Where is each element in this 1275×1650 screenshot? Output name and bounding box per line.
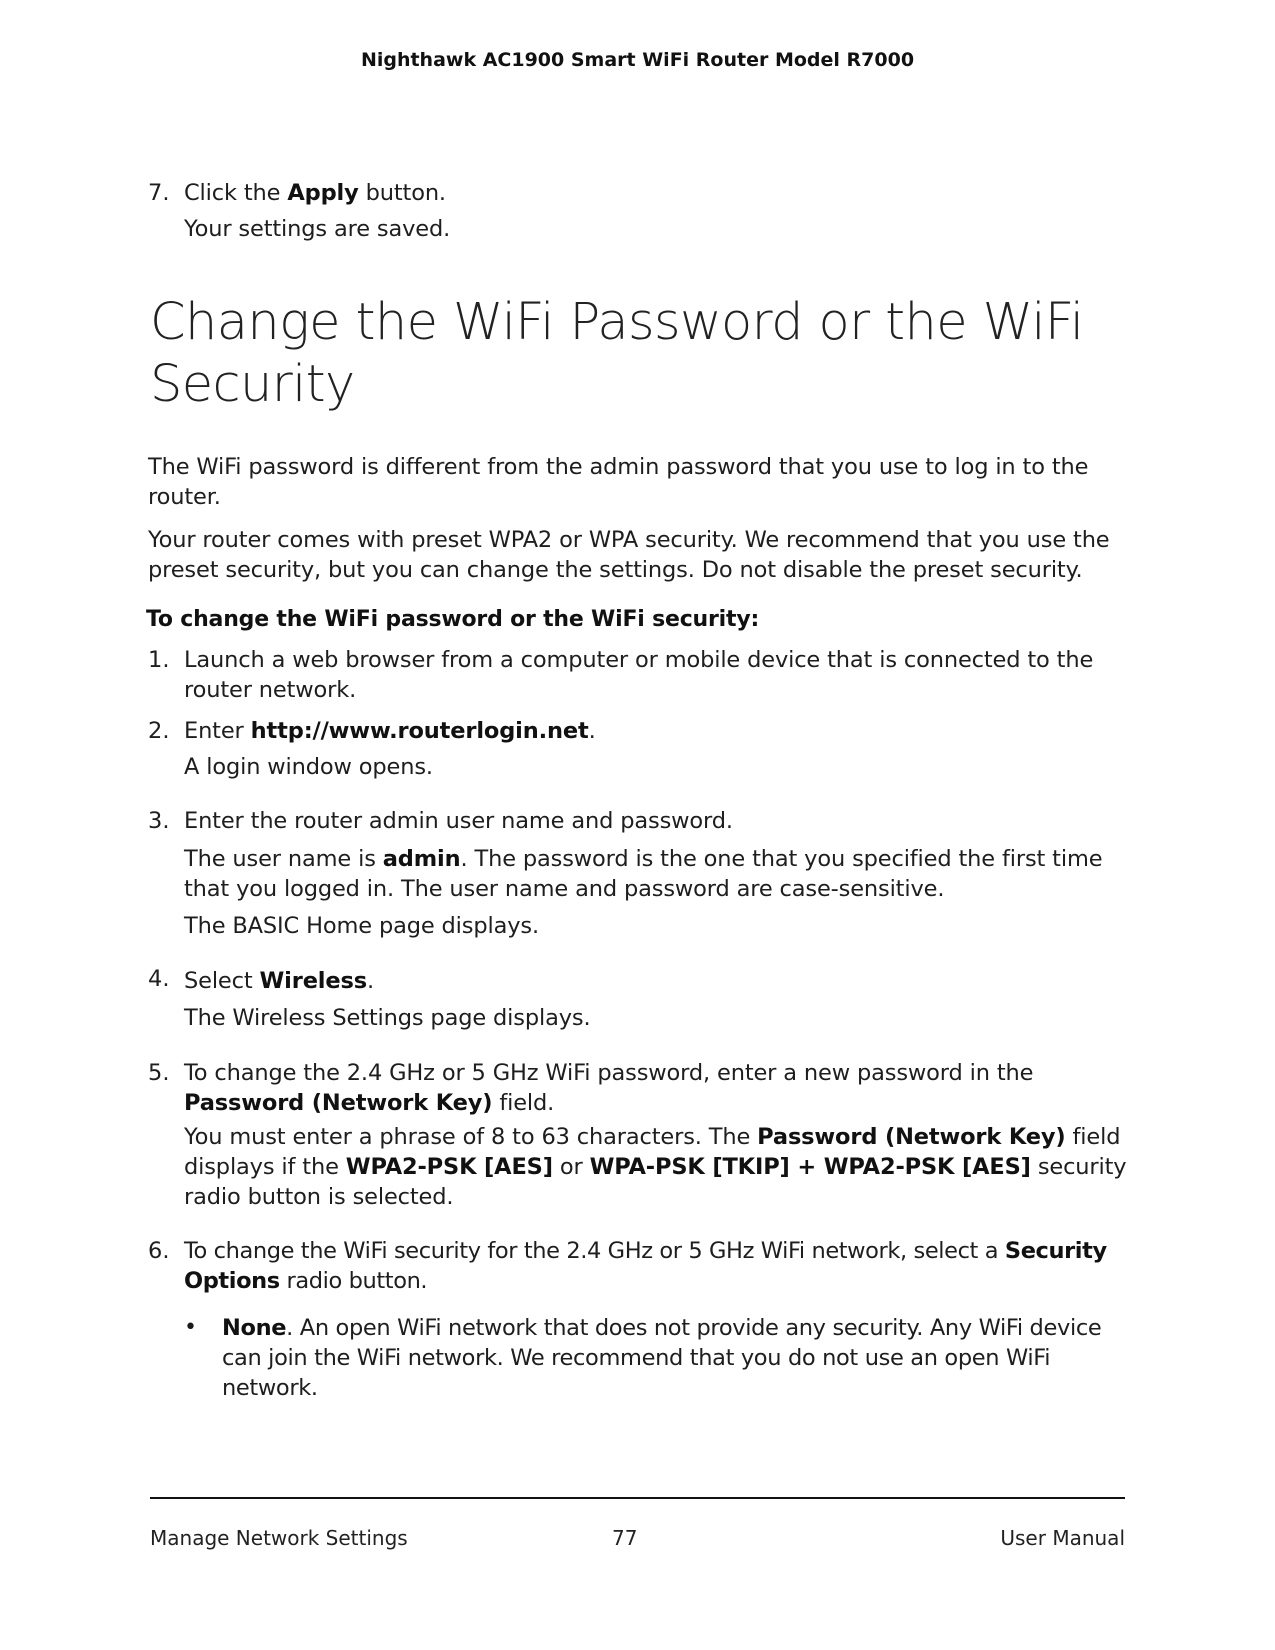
step-3-result: The BASIC Home page displays. [184, 913, 539, 939]
step-5-text: To change the 2.4 GHz or 5 GHz WiFi password, enter a new password in the Password (Network Key) field. [184, 1060, 1034, 1116]
step-2-result: A login window opens. [184, 754, 433, 780]
step-4-number: 4. [148, 966, 170, 992]
step-7-number: 7. [148, 180, 170, 206]
step-1-number: 1. [148, 647, 170, 673]
footer-doc-type: User Manual [1000, 1526, 1125, 1550]
router-login-url: http://www.routerlogin.net [250, 718, 589, 744]
bullet-none-text: None. An open WiFi network that does not provide any security. Any WiFi device can join the WiFi network. We recommend that you do not use an open WiFi network. [222, 1315, 1102, 1401]
page-number: 77 [612, 1526, 638, 1550]
step-3-text: Enter the router admin user name and password. [184, 808, 733, 834]
step-4-result: The Wireless Settings page displays. [184, 1005, 591, 1031]
step-7-result: Your settings are saved. [184, 216, 451, 242]
bullet-point: • [184, 1315, 197, 1340]
step-2-text: Enter http://www.routerlogin.net. [184, 718, 596, 744]
footer-chapter: Manage Network Settings [150, 1526, 408, 1550]
footer-rule [150, 1497, 1125, 1499]
step-4-text: Select Wireless. [184, 968, 374, 994]
step-6-text: To change the WiFi security for the 2.4 GHz or 5 GHz WiFi network, select a Security Options radio button. [184, 1238, 1107, 1294]
step-6-number: 6. [148, 1238, 170, 1264]
step-5-number: 5. [148, 1060, 170, 1086]
step-1-text: Launch a web browser from a computer or mobile device that is connected to the router network. [184, 647, 1094, 703]
step-3-detail: The user name is admin. The password is the one that you specified the first time that you logged in. The user name and password are case-sensitive. [184, 846, 1103, 902]
step-5-detail: You must enter a phrase of 8 to 63 characters. The Password (Network Key) field displays if the WPA2-PSK [AES] or WPA-PSK [TKIP] + WPA2-PSK [AES] security radio button is selected. [184, 1124, 1127, 1210]
intro-paragraph-1: The WiFi password is different from the admin password that you use to log in to the router. [148, 454, 1089, 510]
section-title: Change the WiFi Password or the WiFi Security [150, 293, 1084, 414]
procedure-title: To change the WiFi password or the WiFi security: [146, 607, 760, 632]
step-2-number: 2. [148, 718, 170, 744]
running-header: Nighthawk AC1900 Smart WiFi Router Model R7000 [360, 49, 915, 71]
step-7-text: Click the Apply button. [184, 180, 446, 206]
step-3-number: 3. [148, 808, 170, 834]
intro-paragraph-2: Your router comes with preset WPA2 or WPA security. We recommend that you use the preset security, but you can change the settings. Do not disable the preset security. [148, 527, 1110, 583]
